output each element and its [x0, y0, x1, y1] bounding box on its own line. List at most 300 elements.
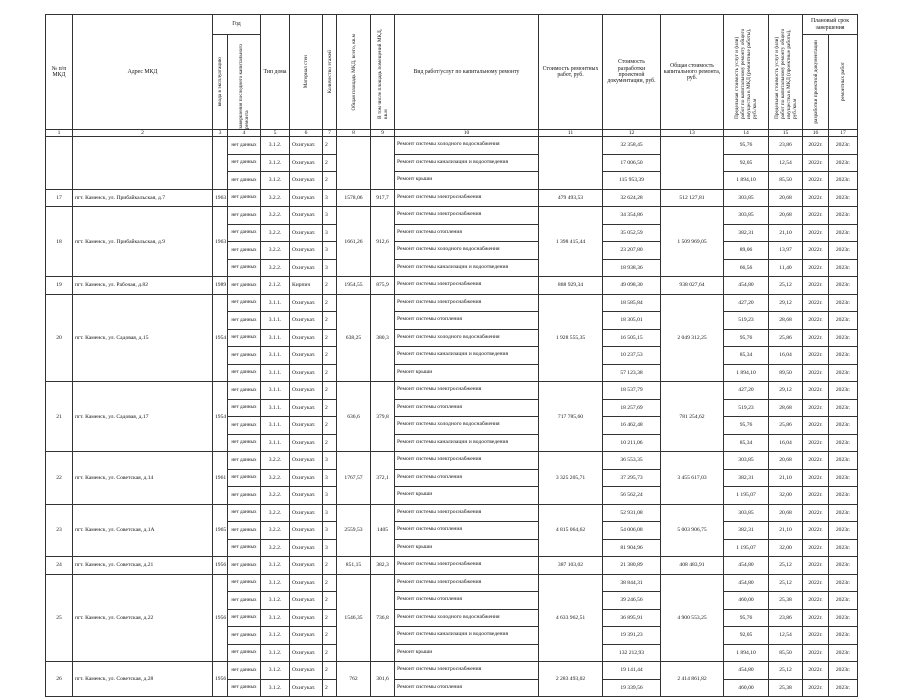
cell-wall-material: Охигукат. [290, 242, 323, 260]
cell-house-type: 3.1.2. [261, 627, 290, 645]
cell-plan-repair: 2023г. [829, 522, 858, 540]
cell-floors: 2 [323, 154, 337, 172]
cell-plan-design: 2022г. [803, 224, 829, 242]
cell-limit-repair: 95,76 [724, 329, 769, 347]
column-number: 6 [290, 130, 323, 137]
cell-limit-design: 16,04 [769, 347, 803, 365]
cell-cost-repair: 3 325 205,71 [539, 452, 603, 505]
cell-plan-design: 2022г. [803, 312, 829, 330]
repair-plan-table [45, 14, 858, 697]
cell-year-last-repair: нет данных [228, 207, 261, 225]
table-header [46, 15, 858, 137]
cell-work-type: Ремонт крыши [395, 172, 539, 190]
cell-house-type: 3.2.2. [261, 487, 290, 505]
cell-work-type: Ремонт системы отопления [395, 224, 539, 242]
cell-year-last-repair: нет данных [228, 679, 261, 697]
cell-limit-design: 20,68 [769, 452, 803, 470]
cell-house-type: 2.1.2. [261, 277, 290, 295]
cell-num: 23 [46, 504, 73, 557]
cell-wall-material: Охигукат. [290, 294, 323, 312]
cell-house-type: 3.1.2. [261, 557, 290, 575]
cell-work-type: Ремонт системы канализации и водоотведения [395, 434, 539, 452]
cell-cost-total: 1 509 969,05 [661, 207, 724, 277]
cell-limit-repair: 85,34 [724, 434, 769, 452]
document-page [45, 14, 857, 697]
cell-plan-repair: 2023г. [829, 224, 858, 242]
cell-year-last-repair: нет данных [228, 399, 261, 417]
cell-cost-design: 10 237,53 [603, 347, 661, 365]
cell-plan-design: 2022г. [803, 627, 829, 645]
cell-cost-design: 10 211,06 [603, 434, 661, 452]
cell-limit-repair: 85,34 [724, 347, 769, 365]
cell-limit-design: 12,54 [769, 627, 803, 645]
cell-house-type: 3.1.2. [261, 137, 290, 155]
cell-floors: 3 [323, 189, 337, 207]
cell-floors: 2 [323, 434, 337, 452]
column-number: 12 [603, 130, 661, 137]
column-number: 3 [213, 130, 228, 137]
column-number: 1 [46, 130, 73, 137]
cell-cost-design: 132 212,93 [603, 644, 661, 662]
cell-area-total: 638,25 [337, 294, 371, 382]
cell-floors: 2 [323, 679, 337, 697]
cell-floors: 2 [323, 364, 337, 382]
cell-limit-design: 25,86 [769, 329, 803, 347]
cell-plan-repair: 2023г. [829, 592, 858, 610]
cell-house-type: 3.2.2. [261, 504, 290, 522]
cell-cost-design: 49 098,30 [603, 277, 661, 295]
cell-plan-design: 2022г. [803, 189, 829, 207]
cell-area-total: 1661,26 [337, 207, 371, 277]
table-row [46, 294, 858, 312]
cell-wall-material: Охигукат. [290, 329, 323, 347]
cell-limit-design: 89,50 [769, 364, 803, 382]
cell-area-living: 917,7 [371, 189, 395, 207]
cell-year-commission: 1963 [213, 189, 228, 207]
cell-year-commission: 1956 [213, 574, 228, 662]
cell-floors: 3 [323, 207, 337, 225]
cell-limit-design: 21,10 [769, 224, 803, 242]
cell-area-living: 912,6 [371, 207, 395, 277]
cell-house-type: 3.2.2. [261, 469, 290, 487]
cell-address: пгт. Каменск, ул. Прибайкальская, д.9 [73, 207, 213, 277]
cell-wall-material: Охигукат. [290, 399, 323, 417]
cell-limit-design: 29,12 [769, 294, 803, 312]
cell-limit-repair: 454,80 [724, 557, 769, 575]
cell-num: 26 [46, 662, 73, 697]
cell-year-last-repair: нет данных [228, 312, 261, 330]
cell-limit-design: 23,86 [769, 609, 803, 627]
cell-cost-design: 17 006,50 [603, 154, 661, 172]
cell-floors: 2 [323, 644, 337, 662]
cell-limit-design: 20,68 [769, 207, 803, 225]
cell-house-type: 3.1.1. [261, 347, 290, 365]
cell-area-living: 372,1 [371, 452, 395, 505]
cell-plan-repair: 2023г. [829, 662, 858, 680]
cell-floors: 2 [323, 382, 337, 400]
cell-year-commission: 1963 [213, 207, 228, 277]
cell-limit-design: 21,10 [769, 469, 803, 487]
cell-floors: 3 [323, 259, 337, 277]
cell-plan-repair: 2023г. [829, 294, 858, 312]
cell-cost-design: 16 462,48 [603, 417, 661, 435]
header-cost-repair: Стоимость ремонтных работ, руб. [539, 15, 603, 130]
cell-floors: 2 [323, 557, 337, 575]
cell-year-last-repair: нет данных [228, 469, 261, 487]
cell-cost-design: 19 141,44 [603, 662, 661, 680]
cell-address: пгт. Каменск, ул. Советская, д.14 [73, 452, 213, 505]
cell-plan-repair: 2023г. [829, 364, 858, 382]
column-number: 17 [829, 130, 858, 137]
cell-area-living: 379,8 [371, 382, 395, 452]
cell-cost-repair: 1 928 555,35 [539, 294, 603, 382]
cell-limit-design: 28,68 [769, 399, 803, 417]
cell-plan-repair: 2023г. [829, 329, 858, 347]
cell-limit-design: 25,38 [769, 679, 803, 697]
column-number: 5 [261, 130, 290, 137]
cell-cost-repair: 2 283 493,02 [539, 662, 603, 697]
cell-house-type: 3.2.2. [261, 207, 290, 225]
cell-cost-repair: 4 815 064,62 [539, 504, 603, 557]
cell-floors: 2 [323, 399, 337, 417]
cell-floors: 2 [323, 172, 337, 190]
cell-floors: 2 [323, 347, 337, 365]
cell-plan-design: 2022г. [803, 539, 829, 557]
cell-area-total: 1578,06 [337, 189, 371, 207]
cell-work-type: Ремонт системы отопления [395, 522, 539, 540]
cell-num: 24 [46, 557, 73, 575]
cell-address: пгт. Каменск, ул. Садовая, д.15 [73, 294, 213, 382]
cell-plan-design: 2022г. [803, 172, 829, 190]
cell-limit-design: 29,12 [769, 382, 803, 400]
cell-cost-total [661, 137, 724, 190]
cell-plan-repair: 2023г. [829, 347, 858, 365]
cell-num: 20 [46, 294, 73, 382]
cell-cost-repair: 479 493,53 [539, 189, 603, 207]
cell-house-type: 3.1.1. [261, 364, 290, 382]
cell-house-type: 3.1.2. [261, 592, 290, 610]
cell-limit-repair: 460,00 [724, 592, 769, 610]
cell-work-type: Ремонт системы электроснабжения [395, 277, 539, 295]
cell-plan-repair: 2023г. [829, 557, 858, 575]
cell-year-last-repair: нет данных [228, 452, 261, 470]
cell-cost-design: 18 257,69 [603, 399, 661, 417]
cell-floors: 2 [323, 574, 337, 592]
cell-work-type: Ремонт системы канализации и водоотведения [395, 154, 539, 172]
cell-wall-material: Охигукат. [290, 417, 323, 435]
cell-floors: 3 [323, 487, 337, 505]
cell-work-type: Ремонт системы электроснабжения [395, 452, 539, 470]
cell-area-total: 1546,35 [337, 574, 371, 662]
cell-limit-repair: 1 195,07 [724, 539, 769, 557]
cell-year-last-repair: нет данных [228, 154, 261, 172]
cell-address: пгт. Каменск, ул. Рабочая, д.82 [73, 277, 213, 295]
cell-plan-design: 2022г. [803, 504, 829, 522]
cell-cost-repair: 1 398 415,44 [539, 207, 603, 277]
cell-limit-design: 85,50 [769, 644, 803, 662]
cell-limit-repair: 382,31 [724, 469, 769, 487]
table-row [46, 189, 858, 207]
cell-house-type: 3.2.2. [261, 452, 290, 470]
cell-house-type: 3.1.1. [261, 382, 290, 400]
cell-wall-material: Охигукат. [290, 504, 323, 522]
cell-year-last-repair: нет данных [228, 329, 261, 347]
cell-house-type: 3.1.2. [261, 662, 290, 680]
cell-work-type: Ремонт крыши [395, 364, 539, 382]
cell-year-last-repair: нет данных [228, 137, 261, 155]
cell-plan-repair: 2023г. [829, 242, 858, 260]
cell-area-total: 851,15 [337, 557, 371, 575]
cell-wall-material: Охигукат. [290, 627, 323, 645]
cell-house-type: 3.1.1. [261, 312, 290, 330]
cell-limit-repair: 1 195,07 [724, 487, 769, 505]
cell-plan-repair: 2023г. [829, 469, 858, 487]
cell-plan-design: 2022г. [803, 347, 829, 365]
header-cost-total: Общая стоимость капитального ремонта, руб. [661, 15, 724, 130]
cell-year-commission: 1965 [213, 504, 228, 557]
cell-floors: 3 [323, 469, 337, 487]
cell-house-type: 3.1.1. [261, 294, 290, 312]
cell-year-last-repair: нет данных [228, 294, 261, 312]
cell-cost-design: 18 537,79 [603, 382, 661, 400]
cell-cost-design: 19 339,56 [603, 679, 661, 697]
header-year-commission: ввода в эксплуатацию [213, 35, 228, 130]
cell-floors: 2 [323, 137, 337, 155]
cell-work-type: Ремонт системы электроснабжения [395, 504, 539, 522]
cell-address: пгт. Каменск, ул. Прибайкальская, д.7 [73, 189, 213, 207]
column-number: 4 [228, 130, 261, 137]
cell-area-living: 875,9 [371, 277, 395, 295]
header-year: Год [213, 15, 261, 35]
cell-floors: 2 [323, 627, 337, 645]
header-limit-repair: Предельная стоимость услуг и (или) работ по капитальному ремонту общего имущества в МКД (ремонтные работы), руб./кв.м [724, 15, 769, 130]
cell-plan-design: 2022г. [803, 609, 829, 627]
cell-wall-material: Охигукат. [290, 592, 323, 610]
header-year-last-repair: завершения последнего капитального ремонта [228, 35, 261, 130]
cell-year-commission: 1989 [213, 277, 228, 295]
cell-wall-material: Охигукат. [290, 574, 323, 592]
cell-limit-repair: 1 894,10 [724, 172, 769, 190]
cell-plan-repair: 2023г. [829, 504, 858, 522]
cell-limit-design: 25,12 [769, 662, 803, 680]
table-body [46, 137, 858, 697]
cell-plan-design: 2022г. [803, 487, 829, 505]
cell-cost-design: 19 391,23 [603, 627, 661, 645]
cell-house-type: 3.2.2. [261, 539, 290, 557]
cell-work-type: Ремонт системы отопления [395, 399, 539, 417]
cell-num: 22 [46, 452, 73, 505]
cell-area-living: 382,3 [371, 557, 395, 575]
cell-wall-material: Охигукат. [290, 609, 323, 627]
header-floors: Количество этажей [323, 15, 337, 130]
cell-plan-repair: 2023г. [829, 487, 858, 505]
cell-limit-repair: 454,80 [724, 277, 769, 295]
cell-num: 25 [46, 574, 73, 662]
cell-plan-design: 2022г. [803, 557, 829, 575]
cell-work-type: Ремонт крыши [395, 539, 539, 557]
cell-limit-design: 20,68 [769, 189, 803, 207]
cell-limit-repair: 427,20 [724, 294, 769, 312]
cell-plan-design: 2022г. [803, 434, 829, 452]
cell-cost-design: 38 844,31 [603, 574, 661, 592]
cell-cost-design: 23 207,80 [603, 242, 661, 260]
header-cost-design: Стоимость разработки проектной документации, руб. [603, 15, 661, 130]
cell-cost-repair: 387 103,02 [539, 557, 603, 575]
cell-limit-design: 28,68 [769, 312, 803, 330]
cell-work-type: Ремонт системы электроснабжения [395, 662, 539, 680]
cell-limit-repair: 1 894,10 [724, 644, 769, 662]
cell-year-last-repair: нет данных [228, 172, 261, 190]
cell-plan-design: 2022г. [803, 364, 829, 382]
cell-wall-material: Охигукат. [290, 312, 323, 330]
cell-limit-repair: 427,20 [724, 382, 769, 400]
cell-wall-material: Охигукат. [290, 522, 323, 540]
cell-year-last-repair: нет данных [228, 662, 261, 680]
cell-plan-repair: 2023г. [829, 189, 858, 207]
cell-limit-design: 85,50 [769, 172, 803, 190]
cell-limit-repair: 303,85 [724, 207, 769, 225]
cell-cost-design: 37 295,73 [603, 469, 661, 487]
cell-area-living: 736,8 [371, 574, 395, 662]
cell-floors: 2 [323, 329, 337, 347]
cell-num: 19 [46, 277, 73, 295]
cell-plan-repair: 2023г. [829, 644, 858, 662]
cell-cost-design: 39 246,56 [603, 592, 661, 610]
cell-cost-design: 52 931,08 [603, 504, 661, 522]
cell-plan-repair: 2023г. [829, 382, 858, 400]
cell-plan-design: 2022г. [803, 592, 829, 610]
cell-plan-design: 2022г. [803, 277, 829, 295]
cell-area-living [371, 137, 395, 190]
cell-plan-repair: 2023г. [829, 539, 858, 557]
cell-plan-design: 2022г. [803, 662, 829, 680]
cell-plan-repair: 2023г. [829, 277, 858, 295]
cell-cost-design: 32 624,28 [603, 189, 661, 207]
cell-plan-repair: 2023г. [829, 259, 858, 277]
cell-year-last-repair: нет данных [228, 259, 261, 277]
cell-address: пгт. Каменск, ул. Советская, д.28 [73, 662, 213, 697]
cell-limit-design: 25,12 [769, 574, 803, 592]
header-house-type: Тип дома [261, 15, 290, 130]
cell-area-total: 762 [337, 662, 371, 697]
cell-year-last-repair: нет данных [228, 522, 261, 540]
cell-work-type: Ремонт системы отопления [395, 469, 539, 487]
header-num: № п/п МКД [46, 15, 73, 130]
cell-wall-material: Охигукат. [290, 382, 323, 400]
cell-cost-total: 781 254,62 [661, 382, 724, 452]
cell-work-type: Ремонт системы холодного водоснабжения [395, 329, 539, 347]
cell-work-type: Ремонт крыши [395, 644, 539, 662]
cell-work-type: Ремонт системы канализации и водоотведения [395, 627, 539, 645]
cell-year-commission [213, 137, 228, 190]
cell-house-type: 3.2.2. [261, 259, 290, 277]
cell-year-commission: 1961 [213, 452, 228, 505]
cell-floors: 2 [323, 417, 337, 435]
cell-floors: 2 [323, 609, 337, 627]
cell-cost-total: 2 049 312,25 [661, 294, 724, 382]
cell-house-type: 3.1.1. [261, 399, 290, 417]
cell-wall-material: Охигукат. [290, 347, 323, 365]
cell-wall-material: Охигукат. [290, 259, 323, 277]
cell-limit-design: 25,86 [769, 417, 803, 435]
cell-cost-repair: 4 633 962,51 [539, 574, 603, 662]
cell-work-type: Ремонт системы электроснабжения [395, 382, 539, 400]
cell-cost-total: 938 027,64 [661, 277, 724, 295]
cell-limit-repair: 95,76 [724, 609, 769, 627]
cell-floors: 2 [323, 277, 337, 295]
cell-plan-repair: 2023г. [829, 399, 858, 417]
cell-year-last-repair: нет данных [228, 347, 261, 365]
cell-cost-design: 35 052,59 [603, 224, 661, 242]
table-row [46, 382, 858, 400]
cell-cost-design: 56 562,24 [603, 487, 661, 505]
cell-year-last-repair: нет данных [228, 417, 261, 435]
cell-wall-material: Охигукат. [290, 154, 323, 172]
cell-year-last-repair: нет данных [228, 189, 261, 207]
cell-limit-repair: 460,00 [724, 679, 769, 697]
cell-work-type: Ремонт крыши [395, 487, 539, 505]
cell-num: 21 [46, 382, 73, 452]
cell-house-type: 3.1.2. [261, 172, 290, 190]
cell-year-last-repair: нет данных [228, 574, 261, 592]
cell-limit-repair: 454,80 [724, 574, 769, 592]
cell-cost-design: 57 123,38 [603, 364, 661, 382]
cell-wall-material: Охигукат. [290, 644, 323, 662]
cell-limit-design: 16,04 [769, 434, 803, 452]
cell-wall-material: Кирпич [290, 277, 323, 295]
cell-work-type: Ремонт системы отопления [395, 592, 539, 610]
cell-plan-repair: 2023г. [829, 574, 858, 592]
cell-floors: 3 [323, 242, 337, 260]
column-number: 8 [337, 130, 371, 137]
cell-wall-material: Охигукат. [290, 557, 323, 575]
column-number: 16 [803, 130, 829, 137]
cell-work-type: Ремонт системы холодного водоснабжения [395, 609, 539, 627]
cell-limit-repair: 303,85 [724, 189, 769, 207]
cell-year-last-repair: нет данных [228, 364, 261, 382]
cell-wall-material: Охигукат. [290, 487, 323, 505]
cell-plan-design: 2022г. [803, 207, 829, 225]
cell-work-type: Ремонт системы электроснабжения [395, 207, 539, 225]
cell-limit-design: 25,12 [769, 277, 803, 295]
cell-work-type: Ремонт системы электроснабжения [395, 557, 539, 575]
column-number: 2 [73, 130, 213, 137]
cell-year-commission: 1954 [213, 294, 228, 382]
cell-cost-design: 18 585,84 [603, 294, 661, 312]
cell-area-living: 301,6 [371, 662, 395, 697]
cell-year-last-repair: нет данных [228, 224, 261, 242]
cell-area-total: 2559,53 [337, 504, 371, 557]
cell-limit-repair: 382,31 [724, 522, 769, 540]
cell-floors: 2 [323, 662, 337, 680]
cell-plan-design: 2022г. [803, 329, 829, 347]
header-plan-design: разработки проектной документации [803, 35, 829, 130]
cell-plan-repair: 2023г. [829, 312, 858, 330]
cell-num: 17 [46, 189, 73, 207]
cell-plan-design: 2022г. [803, 382, 829, 400]
cell-year-last-repair: нет данных [228, 627, 261, 645]
cell-limit-design: 25,12 [769, 557, 803, 575]
cell-plan-repair: 2023г. [829, 434, 858, 452]
cell-wall-material: Охигукат. [290, 364, 323, 382]
cell-plan-repair: 2023г. [829, 679, 858, 697]
cell-cost-design: 115 953,39 [603, 172, 661, 190]
cell-plan-repair: 2023г. [829, 172, 858, 190]
cell-year-last-repair: нет данных [228, 644, 261, 662]
cell-plan-design: 2022г. [803, 137, 829, 155]
cell-limit-repair: 1 894,10 [724, 364, 769, 382]
cell-plan-design: 2022г. [803, 417, 829, 435]
